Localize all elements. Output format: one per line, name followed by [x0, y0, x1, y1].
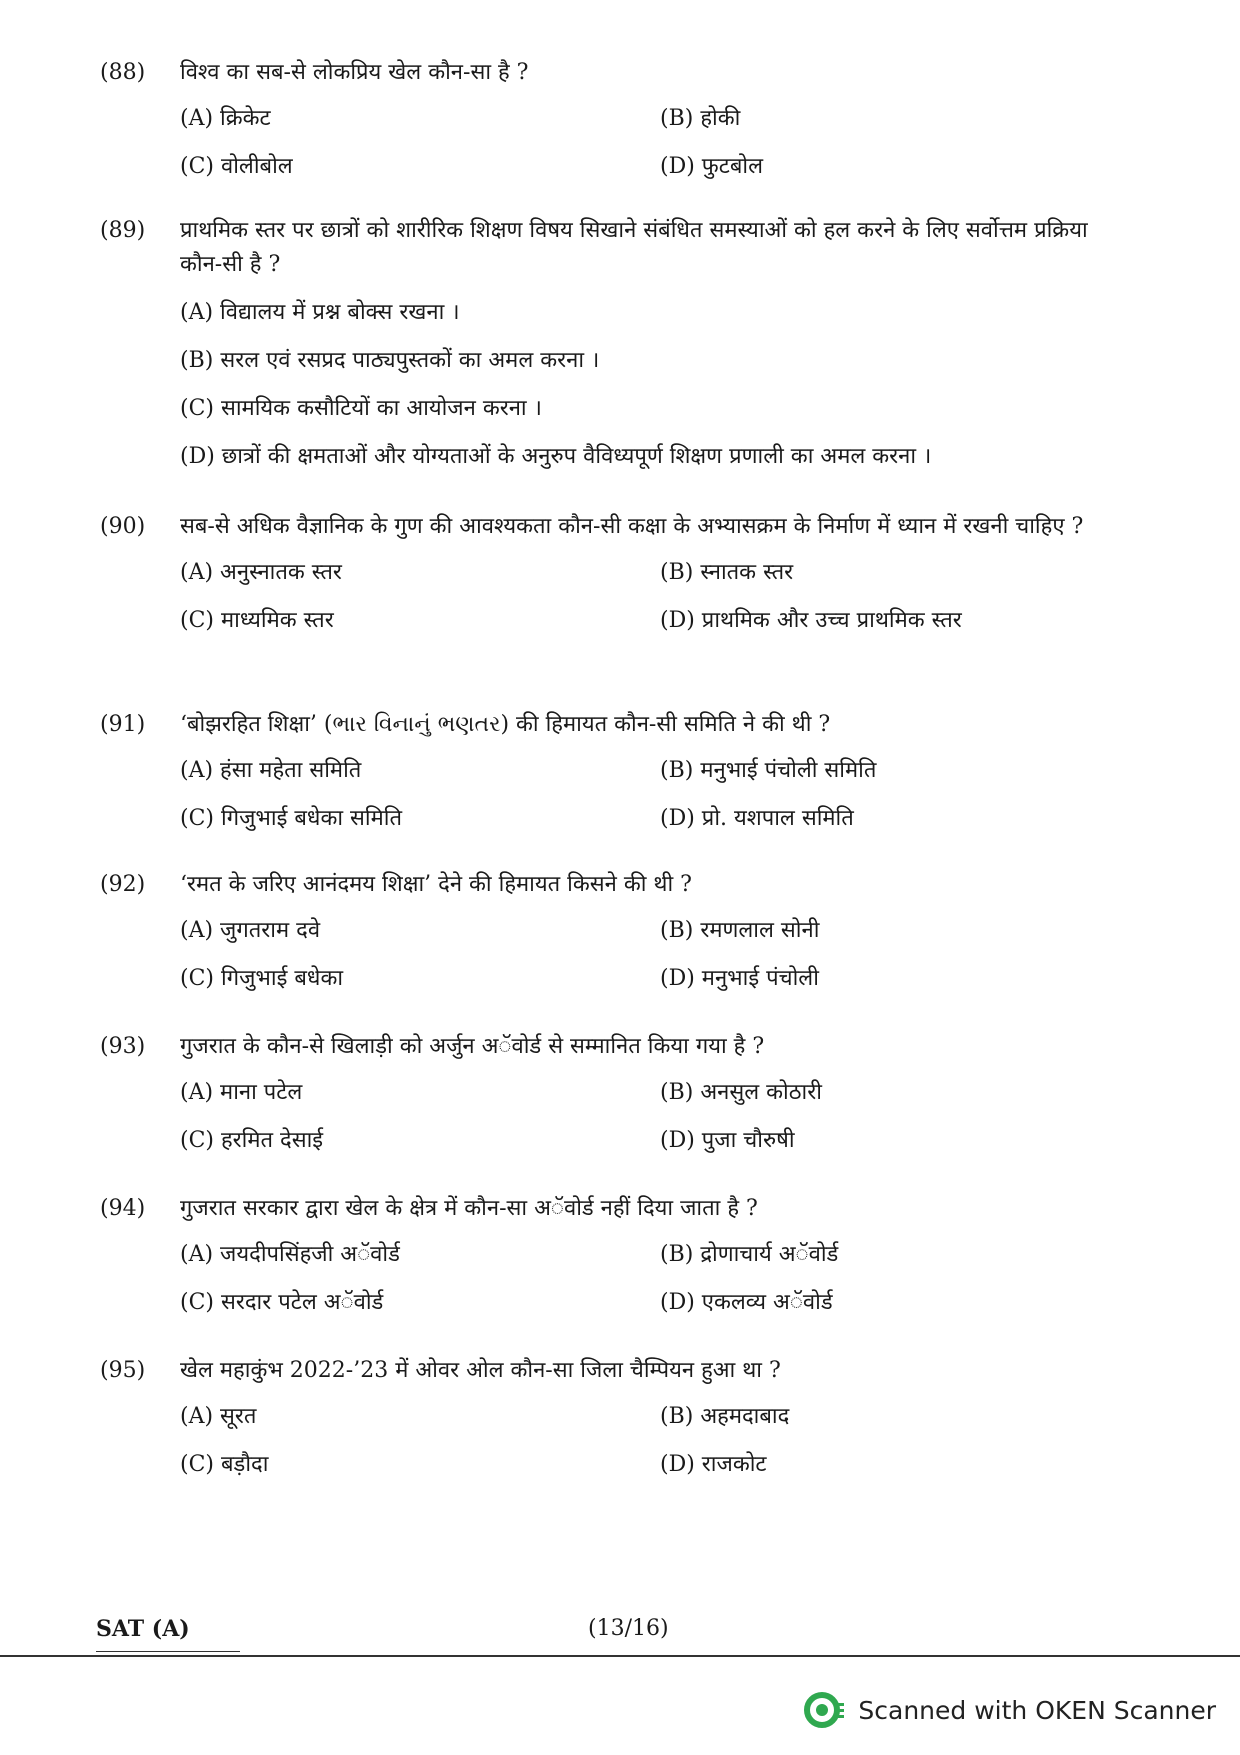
scanner-badge	[804, 1690, 1216, 1730]
options	[180, 914, 1110, 996]
question-91	[100, 708, 1110, 836]
question-92	[100, 868, 1110, 996]
option-c: (C) माध्यमिक स्तर	[180, 608, 334, 633]
option-d: (D) राजकोट	[660, 1452, 767, 1477]
question-number: (93)	[100, 1034, 146, 1059]
option-a: (A) जयदीपसिंहजी अॅवोर्ड	[180, 1242, 400, 1267]
question-text: प्राथमिक स्तर पर छात्रों को शारीरिक शिक्षण विषय सिखाने संबंधित समस्याओं को हल करने के लिए सर्वोत्तम प्रक्रिया कौन-सी है ?	[180, 218, 1088, 277]
option-b: (B) सरल एवं रसप्रद पाठ्यपुस्तकों का अमल करना ।	[180, 348, 600, 373]
page-number: (13/16)	[588, 1616, 669, 1641]
option-c: (C) बड़ौदा	[180, 1452, 269, 1477]
option-d: (D) पुजा चौरुषी	[660, 1128, 795, 1153]
option-d: (D) छात्रों की क्षमताओं और योग्यताओं के अनुरुप वैविध्यपूर्ण शिक्षण प्रणाली का अमल करना ।	[180, 444, 932, 469]
option-b: (B) रमणलाल सोनी	[660, 918, 820, 943]
options	[180, 1238, 1110, 1320]
option-d: (D) फुटबोल	[660, 154, 764, 179]
question-93	[100, 1030, 1110, 1158]
question-number: (92)	[100, 872, 146, 897]
options	[180, 754, 1110, 836]
option-a: (A) माना पटेल	[180, 1080, 303, 1105]
question-number: (94)	[100, 1196, 146, 1221]
option-a: (A) हंसा महेता समिति	[180, 758, 362, 783]
option-b: (B) होकी	[660, 106, 741, 131]
option-a: (A) विद्यालय में प्रश्न बोक्स रखना ।	[180, 300, 460, 325]
scanner-text: Scanned with OKEN Scanner	[858, 1695, 1216, 1725]
question-90	[100, 510, 1110, 638]
question-text: विश्व का सब-से लोकप्रिय खेल कौन-सा है ?	[180, 60, 529, 85]
question-text: गुजरात सरकार द्वारा खेल के क्षेत्र में कौन-सा अॅवोर्ड नहीं दिया जाता है ?	[180, 1196, 758, 1221]
option-d: (D) एकलव्य अॅवोर्ड	[660, 1290, 833, 1315]
option-b: (B) स्नातक स्तर	[660, 560, 794, 585]
question-text: ‘रमत के जरिए आनंदमय शिक्षा’ देने की हिमायत किसने की थी ?	[180, 872, 692, 897]
options	[180, 102, 1110, 184]
option-c: (C) वोलीबोल	[180, 154, 293, 179]
question-number: (88)	[100, 60, 146, 85]
option-c: (C) गिजुभाई बधेका	[180, 966, 344, 991]
option-c: (C) गिजुभाई बधेका समिति	[180, 806, 403, 831]
option-b: (B) अहमदाबाद	[660, 1404, 790, 1429]
question-text: ‘बोझरहित शिक्षा’ (ભાર વિનાનું ભણતર) की हिमायत कौन-सी समिति ने की थी ?	[180, 712, 831, 737]
option-a: (A) सूरत	[180, 1404, 257, 1429]
question-text: सब-से अधिक वैज्ञानिक के गुण की आवश्यकता कौन-सी कक्षा के अभ्यासक्रम के निर्माण में ध्यान में रखनी चाहिए ?	[180, 514, 1084, 539]
question-88	[100, 56, 1110, 184]
option-a: (A) अनुस्नातक स्तर	[180, 560, 342, 585]
question-number: (90)	[100, 514, 146, 539]
options	[180, 556, 1110, 638]
option-b: (B) द्रोणाचार्य अॅवोर्ड	[660, 1242, 839, 1267]
footer-rule-short	[96, 1651, 240, 1652]
question-text: गुजरात के कौन-से खिलाड़ी को अर्जुन अॅवोर्ड से सम्मानित किया गया है ?	[180, 1034, 765, 1059]
option-c: (C) सामयिक कसौटियों का आयोजन करना ।	[180, 396, 542, 421]
option-a: (A) जुगतराम दवे	[180, 918, 321, 943]
options	[180, 296, 1110, 474]
question-89	[100, 214, 1110, 474]
question-95	[100, 1354, 1110, 1482]
option-c: (C) हरमित देसाई	[180, 1128, 324, 1153]
question-text: खेल महाकुंभ 2022-’23 में ओवर ओल कौन-सा जिला चैम्पियन हुआ था ?	[180, 1358, 781, 1383]
options	[180, 1076, 1110, 1158]
paper-code: SAT (A)	[96, 1616, 190, 1642]
scanner-logo-icon	[804, 1690, 844, 1730]
footer-rule	[0, 1655, 1240, 1657]
options	[180, 1400, 1110, 1482]
question-number: (89)	[100, 218, 146, 243]
option-c: (C) सरदार पटेल अॅवोर्ड	[180, 1290, 384, 1315]
option-b: (B) मनुभाई पंचोली समिति	[660, 758, 877, 783]
option-a: (A) क्रिकेट	[180, 106, 271, 131]
question-number: (91)	[100, 712, 146, 737]
option-d: (D) प्राथमिक और उच्च प्राथमिक स्तर	[660, 608, 962, 633]
question-94	[100, 1192, 1110, 1320]
question-number: (95)	[100, 1358, 146, 1383]
option-d: (D) प्रो. यशपाल समिति	[660, 806, 854, 831]
page-footer	[96, 1616, 1136, 1656]
option-d: (D) मनुभाई पंचोली	[660, 966, 819, 991]
option-b: (B) अनसुल कोठारी	[660, 1080, 822, 1105]
